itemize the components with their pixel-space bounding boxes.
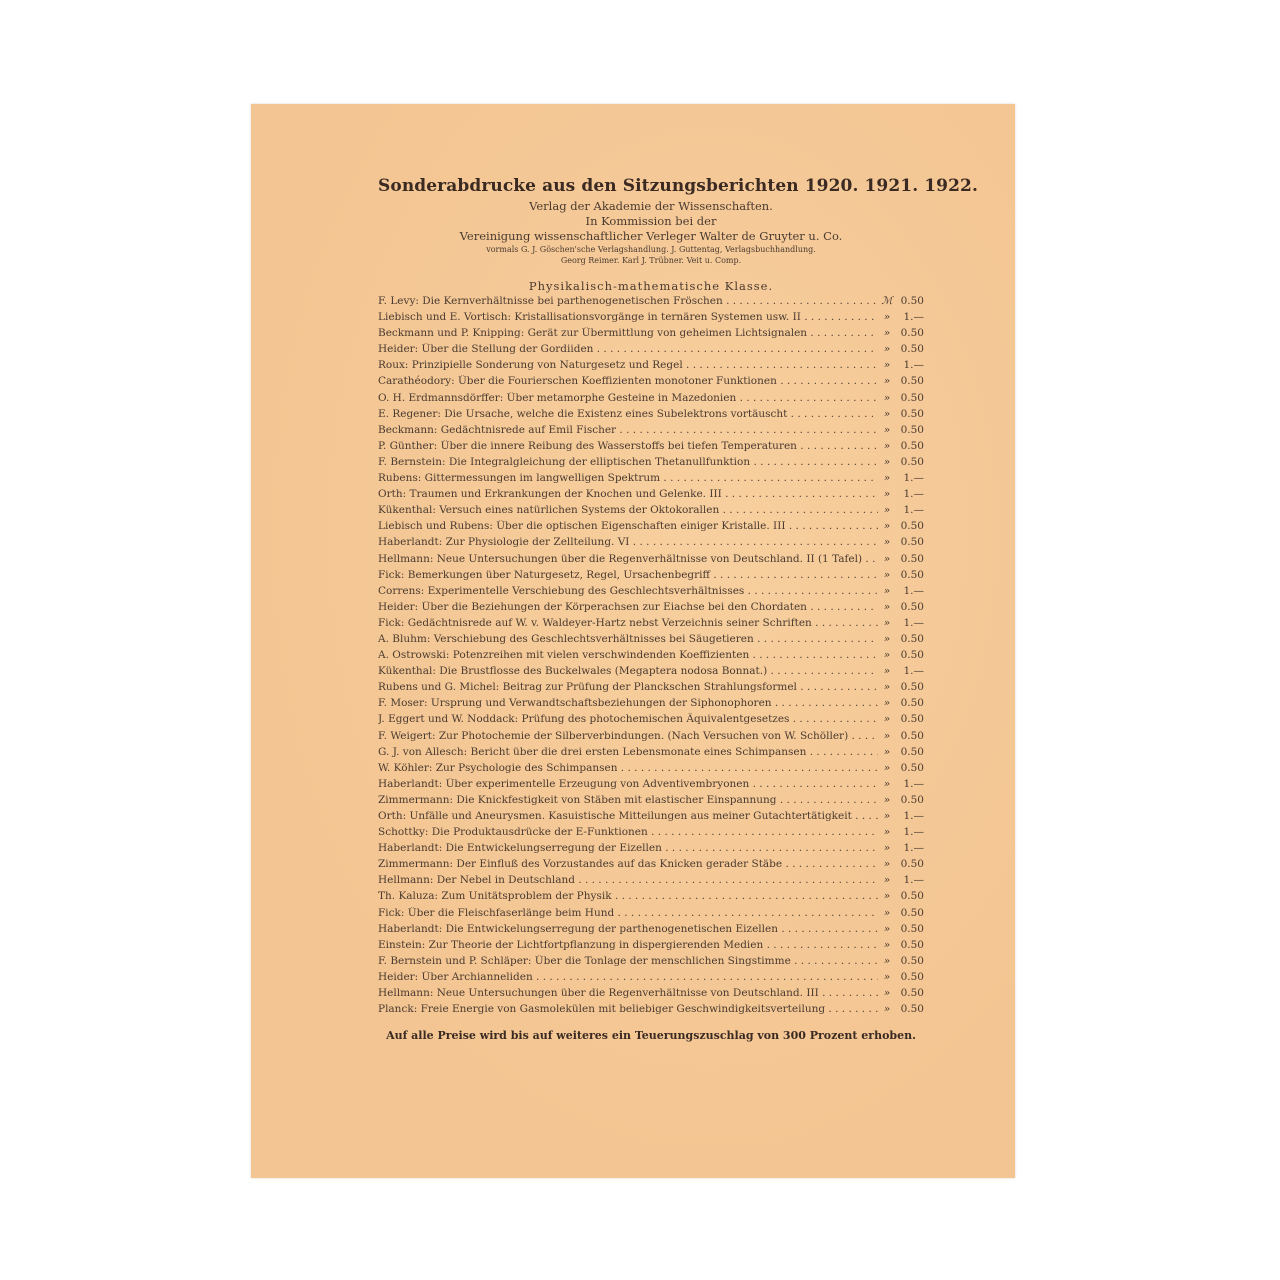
footer-note: Auf alle Preise wird bis auf weiteres ein Teuerungszuschlag von 300 Prozent erhoben. [386,1029,916,1043]
entry-title: Hellmann: Neue Untersuchungen über die Regenverhältnisse von Deutschland. III . . . [378,987,878,999]
list-item [378,456,924,472]
currency-mark: » [883,649,891,662]
list-item [378,408,924,424]
entry-title: Heider: Über die Beziehungen der Körperachsen zur Eiachse bei den Chordaten . . . [378,601,878,613]
entry-title: A. Ostrowski: Potenzreihen mit vielen verschwindenden Koeffizienten . . . [378,649,878,661]
entry-title: Zimmermann: Der Einfluß des Vorzustandes auf das Knicken gerader Stäbe . . . [378,858,878,870]
currency-mark: » [883,745,891,758]
currency-mark: » [883,504,891,517]
currency-mark: » [883,391,891,404]
entry-title: Beckmann und P. Knipping: Gerät zur Übermittlung von geheimen Lichtsignalen . . . [378,327,878,339]
entry-price: 0.50 [900,536,924,549]
price-list [378,295,924,1019]
list-item [378,746,924,762]
entry-price: 0.50 [900,600,924,613]
currency-mark: » [883,681,891,694]
entry-price: 0.50 [900,729,924,742]
currency-mark: » [883,826,891,839]
list-item [378,633,924,649]
entry-title: Einstein: Zur Theorie der Lichtfortpflanzung in dispergierenden Medien . . . [378,939,878,951]
entry-price: 0.50 [900,423,924,436]
currency-mark: » [883,858,891,871]
entry-title: Correns: Experimentelle Verschiebung des Geschlechtsverhältnisses . . . [378,585,878,597]
currency-mark: » [883,311,891,324]
currency-mark: » [883,938,891,951]
list-item [378,923,924,939]
entry-price: 0.50 [900,391,924,404]
list-item [378,472,924,488]
list-item [378,971,924,987]
currency-mark: » [883,922,891,935]
list-item [378,392,924,408]
currency-mark: » [883,455,891,468]
currency-mark: » [883,423,891,436]
list-item [378,440,924,456]
entry-price: 0.50 [900,649,924,662]
entry-price: 1.— [903,311,924,324]
currency-mark: » [883,890,891,903]
section-title: Physikalisch-mathematische Klasse. [528,279,774,293]
list-item [378,890,924,906]
list-item [378,295,924,311]
currency-mark: » [883,697,891,710]
publisher-line: Vereinigung wissenschaftlicher Verleger Walter de Gruyter u. Co. [459,229,843,243]
publisher-line: Georg Reimer. Karl J. Trübner. Veit u. Comp. [560,256,742,265]
currency-mark: » [883,1003,891,1016]
list-item [378,488,924,504]
currency-mark: » [883,810,891,822]
list-item [378,874,924,890]
entry-title: Carathéodory: Über die Fourierschen Koeffizienten monotoner Funktionen . . . [378,375,878,387]
entry-title: G. J. von Allesch: Bericht über die drei ersten Lebensmonate eines Schimpansen . . . [378,746,878,758]
list-item [378,794,924,810]
entry-title: F. Bernstein: Die Integralgleichung der elliptischen Thetanullfunktion . . . [378,456,878,468]
entry-price: 0.50 [900,327,924,340]
entry-price: 0.50 [900,745,924,758]
currency-mark: » [883,520,891,533]
list-item [378,810,924,826]
entry-price: 0.50 [900,987,924,1000]
entry-price: 1.— [903,665,924,678]
entry-price: 0.50 [900,793,924,806]
entry-price: 0.50 [900,552,924,565]
entry-price: 1.— [903,777,924,790]
entry-price: 1.— [903,810,924,822]
entry-price: 1.— [903,842,924,855]
entry-price: 0.50 [900,407,924,420]
entry-title: Planck: Freie Energie von Gasmolekülen mit beliebiger Geschwindigkeitsverteilung . . . [378,1003,878,1015]
entry-price: 0.50 [900,713,924,726]
entry-title: Liebisch und Rubens: Über die optischen Eigenschaften einiger Kristalle. III . . . [378,520,878,532]
entry-price: 0.50 [900,954,924,967]
entry-title: Kükenthal: Die Brustflosse des Buckelwales (Megaptera nodosa Bonnat.) . . . [378,665,878,677]
currency-mark: » [883,600,891,613]
currency-mark: » [883,359,891,372]
entry-title: Haberlandt: Die Entwickelungserregung der Eizellen . . . [378,842,878,854]
currency-mark: ℳ [881,295,893,307]
entry-title: Schottky: Die Produktausdrücke der E-Funktionen . . . [378,826,878,838]
currency-mark: » [883,375,891,388]
entry-price: 0.50 [900,455,924,468]
entry-price: 0.50 [900,632,924,645]
document-content [378,176,978,1043]
currency-mark: » [883,761,891,774]
document-title: Sonderabdrucke aus den Sitzungsberichten 1920. 1921. 1922. [378,176,978,196]
entry-title: Rubens: Gittermessungen im langwelligen Spektrum . . . [378,472,878,484]
currency-mark: » [883,536,891,549]
entry-title: F. Weigert: Zur Photochemie der Silberverbindungen. (Nach Versuchen von W. Schöller) . . . [378,730,878,742]
list-item [378,842,924,858]
entry-price: 0.50 [900,1003,924,1016]
currency-mark: » [883,970,891,983]
entry-title: Fick: Gedächtnisrede auf W. v. Waldeyer-Hartz nebst Verzeichnis seiner Schriften . . . [378,617,878,629]
list-item [378,520,924,536]
entry-title: Fick: Über die Fleischfaserlänge beim Hund . . . [378,907,878,919]
currency-mark: » [883,729,891,742]
list-item [378,907,924,923]
list-item [378,939,924,955]
list-item [378,762,924,778]
publisher-line: In Kommission bei der [585,214,717,228]
entry-title: Orth: Traumen und Erkrankungen der Knochen und Gelenke. III . . . [378,488,878,500]
list-item [378,681,924,697]
list-item [378,955,924,971]
currency-mark: » [883,842,891,855]
entry-price: 0.50 [900,858,924,871]
currency-mark: » [883,327,891,340]
currency-mark: » [883,906,891,919]
entry-title: Heider: Über die Stellung der Gordiiden . . . [378,343,878,355]
entry-title: P. Günther: Über die innere Reibung des Wasserstoffs bei tiefen Temperaturen . . . [378,440,878,452]
entry-price: 0.50 [900,375,924,388]
currency-mark: » [883,568,891,581]
list-item [378,311,924,327]
entry-price: 0.50 [900,938,924,951]
entry-price: 1.— [903,472,924,485]
entry-title: Rubens und G. Michel: Beitrag zur Prüfung der Planckschen Strahlungsformel . . . [378,681,878,693]
list-item [378,569,924,585]
list-item [378,826,924,842]
entry-price: 0.50 [900,295,924,307]
entry-title: Beckmann: Gedächtnisrede auf Emil Fischer . . . [378,424,878,436]
currency-mark: » [883,616,891,629]
entry-title: Th. Kaluza: Zum Unitätsproblem der Physik . . . [378,890,878,902]
entry-title: Roux: Prinzipielle Sonderung von Naturgesetz und Regel . . . [378,359,878,371]
list-item [378,778,924,794]
list-item [378,617,924,633]
list-item [378,649,924,665]
entry-title: Heider: Über Archianneliden . . . [378,971,878,983]
currency-mark: » [883,954,891,967]
list-item [378,585,924,601]
entry-title: Kükenthal: Versuch eines natürlichen Systems der Oktokorallen . . . [378,504,878,516]
entry-title: A. Bluhm: Verschiebung des Geschlechtsverhältnisses bei Säugetieren . . . [378,633,878,645]
entry-price: 0.50 [900,761,924,774]
currency-mark: » [883,343,891,356]
currency-mark: » [883,665,891,678]
publisher-line: Verlag der Akademie der Wissenschaften. [529,199,773,213]
entry-price: 0.50 [900,890,924,903]
currency-mark: » [883,552,891,565]
entry-title: Haberlandt: Über experimentelle Erzeugung von Adventivembryonen . . . [378,778,878,790]
list-item [378,359,924,375]
entry-title: Fick: Bemerkungen über Naturgesetz, Regel, Ursachenbegriff . . . [378,569,878,581]
currency-mark: » [883,793,891,806]
currency-mark: » [883,407,891,420]
currency-mark: » [883,439,891,452]
entry-title: Hellmann: Neue Untersuchungen über die Regenverhältnisse von Deutschland. II (1 Tafel) . . . [378,553,878,565]
entry-title: Liebisch und E. Vortisch: Kristallisationsvorgänge in ternären Systemen usw. II . . . [378,311,878,323]
list-item [378,553,924,569]
entry-price: 1.— [903,826,924,839]
list-item [378,730,924,746]
entry-price: 1.— [903,504,924,517]
currency-mark: » [883,987,891,1000]
list-item [378,343,924,359]
entry-price: 1.— [903,616,924,629]
entry-price: 0.50 [900,922,924,935]
entry-price: 0.50 [900,906,924,919]
entry-title: F. Moser: Ursprung und Verwandtschaftsbeziehungen der Siphonophoren . . . [378,697,878,709]
entry-price: 1.— [903,488,924,501]
list-item [378,601,924,617]
entry-price: 0.50 [900,970,924,983]
list-item [378,697,924,713]
currency-mark: » [883,632,891,645]
entry-price: 0.50 [900,439,924,452]
entry-price: 0.50 [900,681,924,694]
list-item [378,536,924,552]
entry-title: F. Levy: Die Kernverhältnisse bei parthenogenetischen Fröschen . . . [378,295,878,307]
entry-title: F. Bernstein und P. Schläper: Über die Tonlage der menschlichen Singstimme . . . [378,955,878,967]
publisher-line: vormals G. J. Göschen'sche Verlagshandlung. J. Guttentag, Verlagsbuchhandlung. [486,245,816,254]
currency-mark: » [883,874,891,887]
currency-mark: » [883,488,891,501]
list-item [378,713,924,729]
entry-price: 1.— [903,874,924,887]
entry-title: W. Köhler: Zur Psychologie des Schimpansen . . . [378,762,878,774]
entry-title: J. Eggert und W. Noddack: Prüfung des photochemischen Äquivalentgesetzes . . . [378,713,878,725]
entry-title: Haberlandt: Zur Physiologie der Zellteilung. VI . . . [378,536,878,548]
currency-mark: » [883,584,891,597]
list-item [378,327,924,343]
entry-title: Orth: Unfälle und Aneurysmen. Kasuistische Mitteilungen aus meiner Gutachtertätigkeit . . . [378,810,878,822]
entry-title: O. H. Erdmannsdörffer: Über metamorphe Gesteine in Mazedonien . . . [378,392,878,404]
list-item [378,424,924,440]
entry-title: Zimmermann: Die Knickfestigkeit von Stäben mit elastischer Einspannung . . . [378,794,878,806]
entry-price: 0.50 [900,568,924,581]
entry-price: 0.50 [900,697,924,710]
entry-title: E. Regener: Die Ursache, welche die Existenz eines Subelektrons vortäuscht . . . [378,408,878,420]
list-item [378,375,924,391]
currency-mark: » [883,472,891,485]
entry-price: 1.— [903,359,924,372]
entry-title: Haberlandt: Die Entwickelungserregung der parthenogenetischen Eizellen . . . [378,923,878,935]
entry-price: 1.— [903,584,924,597]
list-item [378,665,924,681]
entry-title: Hellmann: Der Nebel in Deutschland . . . [378,874,878,886]
entry-price: 0.50 [900,520,924,533]
list-item [378,1003,924,1019]
list-item [378,504,924,520]
currency-mark: » [883,777,891,790]
currency-mark: » [883,713,891,726]
list-item [378,987,924,1003]
entry-price: 0.50 [900,343,924,356]
list-item [378,858,924,874]
